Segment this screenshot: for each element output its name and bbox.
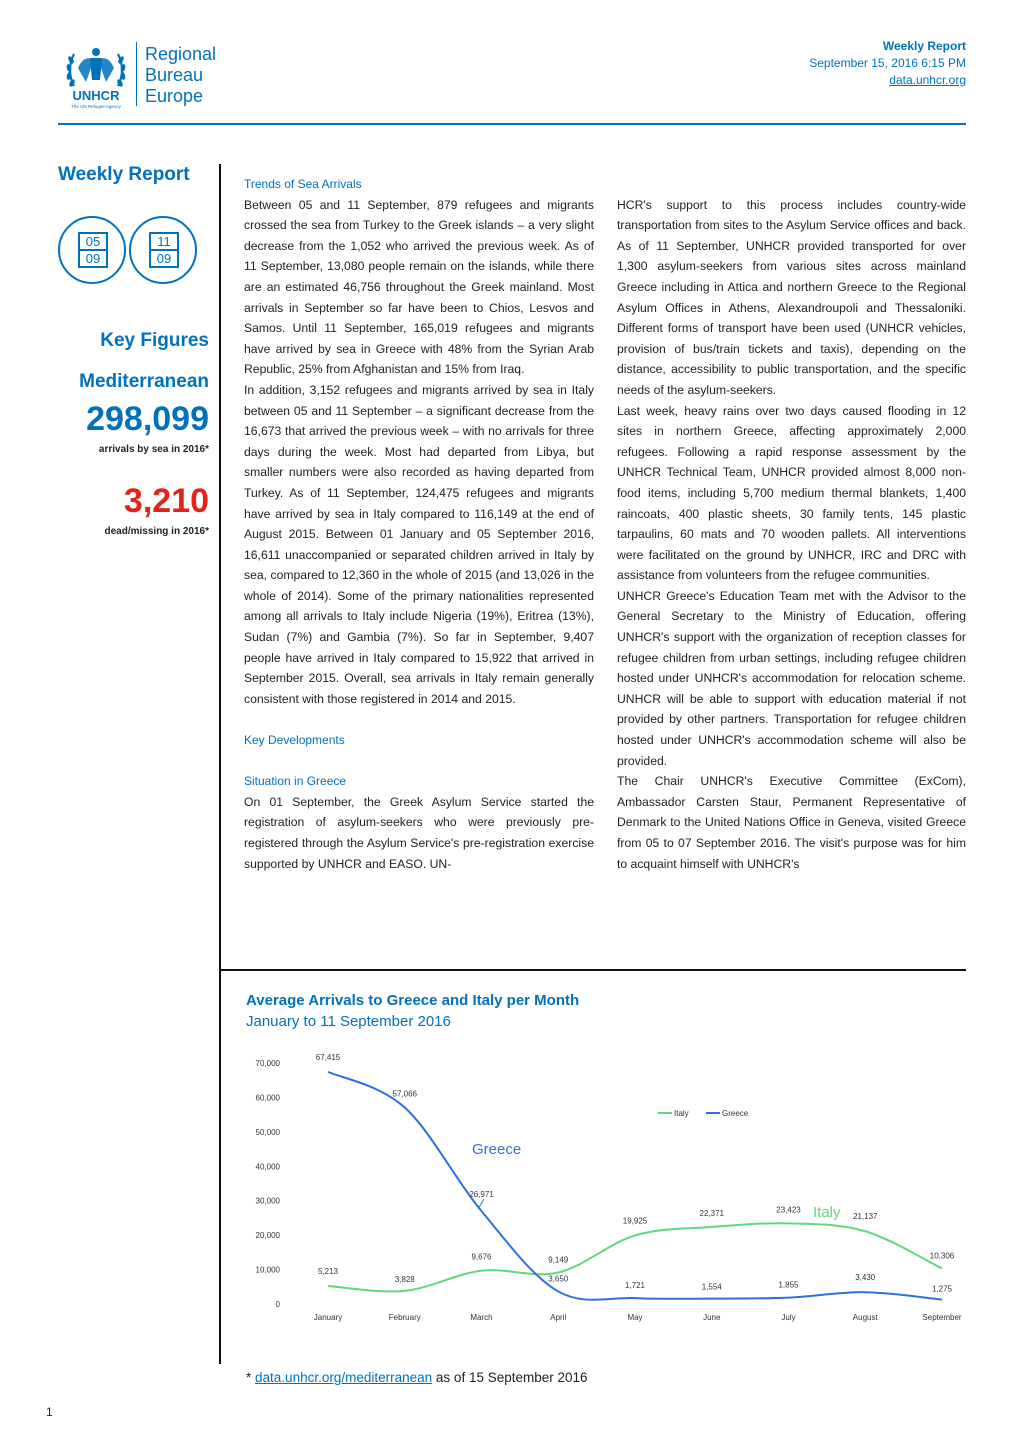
data-label: 22,371 — [699, 1208, 724, 1218]
body-column-right — [617, 174, 966, 874]
annotation-greece: Greece — [472, 1141, 522, 1158]
footnote-link[interactable]: data.unhcr.org/mediterranean — [255, 1370, 433, 1385]
page-number: 1 — [46, 1405, 53, 1419]
y-tick-label: 40,000 — [255, 1162, 280, 1172]
data-label: 5,213 — [317, 1267, 339, 1277]
data-label: 1,721 — [624, 1281, 646, 1291]
unhcr-emblem-icon — [60, 38, 132, 110]
x-tick-label: July — [781, 1313, 796, 1322]
start-date-day: 05 — [85, 234, 101, 249]
annotation-greece-leader — [478, 1199, 484, 1209]
paragraph: UNHCR Greece's Education Team met with the Advisor to the General Secretary to the Ministry of Education, offering UNHCR's support with the organization of reception classes for refugee children from urban settings, including refugee children hosted under UNHCR's accommodation for relocation scheme. UNHCR will be able to support with education material if not provided by other partners. Transportation for refugee children hosted under UNHCR's accommodation scheme will also be provided. — [617, 588, 966, 768]
x-tick-label: March — [470, 1313, 493, 1322]
end-date-badge — [129, 216, 197, 284]
chart-subtitle: January to 11 September 2016 — [246, 1013, 451, 1030]
arrivals-figure: 298,099 — [86, 400, 209, 438]
header-meta — [809, 38, 966, 89]
footnote — [246, 1370, 588, 1385]
legend-label-greece: Greece — [722, 1109, 749, 1118]
report-header — [0, 0, 1024, 130]
vertical-rule — [219, 164, 221, 1364]
report-datetime: September 15, 2016 6:15 PM — [809, 56, 966, 70]
y-tick-label: 0 — [275, 1300, 280, 1309]
data-label: 19,925 — [622, 1216, 648, 1226]
y-tick-label: 70,000 — [255, 1059, 280, 1068]
start-date-badge — [58, 216, 126, 284]
data-label: 26,971 — [469, 1190, 494, 1200]
paragraph: In addition, 3,152 refugees and migrants arrived by sea in Italy between 05 and 11 September – a significant decrease from the 16,673 that arrived the previous week – with no arrivals for three days during the week. Most had departed from Libya, but smaller numbers were also recorded as having departed from Turkey. As of 11 September, 124,475 refugees and migrants have arrived by sea in Italy compared to 116,149 at the end of August 2015. Between 01 January and 05 September 2016, 16,611 unaccompanied or separated children arrived in Italy by sea, compared to 12,360 in the whole of 2015 (and 13,026 in the whole of 2014). Some of the primary nationalities represented among all arrivals to Italy include Nigeria (19%), Eritrea (13%), Sudan (7%) and Gambia (7%). So far in September, 9,407 people have arrived in Italy compared to 15,922 that arrived in September 2015. Overall, sea arrivals in Italy remain generally consistent with those registered in 2014 and 2015. — [244, 382, 594, 706]
data-label: 10,306 — [929, 1251, 955, 1261]
key-figures-label: Key Figures — [100, 330, 209, 351]
start-date-month: 09 — [85, 251, 101, 266]
y-tick-label: 50,000 — [255, 1127, 280, 1137]
paragraph: On 01 September, the Greek Asylum Service started the registration of asylum-seekers who were previously pre-registered through the Asylum Service's pre-registration exercise supported by UNHCR and EASO. UN- — [244, 794, 594, 871]
heading-trends: Trends of Sea Arrivals — [244, 177, 362, 191]
end-date-day: 11 — [157, 234, 171, 249]
data-label: 23,423 — [776, 1205, 801, 1215]
data-label: 1,275 — [931, 1284, 953, 1294]
paragraph: Between 05 and 11 September, 879 refugees and migrants crossed the sea from Turkey to the Greek islands – a very slight decrease from the 1,052 who arrived the previous week. As of 11 September, 13,080 people remain on the islands, while there are an estimated 46,756 throughout the Greek mainland. Most arrivals in September so far have been to Chios, Lesvos and Samos. Until 11 September, 165,019 refugees and migrants have arrived by sea in Greece with 48% from the Syrian Arab Republic, 25% from Afghanistan and 15% from Iraq. — [244, 197, 594, 377]
body-column-left — [244, 174, 594, 874]
x-tick-label: May — [627, 1313, 643, 1322]
logo-wordmark: UNHCR — [72, 88, 120, 103]
bureau-line-1: Regional — [145, 44, 217, 64]
y-tick-label: 20,000 — [255, 1231, 280, 1241]
paragraph: HCR's support to this process includes country-wide transportation from sites to the Asylum Service offices and back. As of 11 September, UNHCR provided transported for over 1,300 asylum-seekers from various sites across mainland Greece including in Attica and northern Greece to the Regional Asylum Offices in Athens, Alexandroupoli and Thessaloniki. Different forms of transport have been used (UNHCR vehicles, provision of bus/train tickets and taxis), depending on the distance, accessibility to public transportation, and the specific needs of the asylum-seekers. — [617, 197, 966, 397]
x-tick-label: January — [313, 1313, 343, 1322]
header-rule — [58, 123, 966, 125]
bureau-line-3: Europe — [145, 86, 204, 106]
footnote-asterisk: * — [246, 1370, 252, 1385]
report-type: Weekly Report — [882, 39, 966, 53]
calendar-icon — [149, 232, 179, 268]
y-tick-label: 60,000 — [255, 1093, 280, 1103]
data-label: 1,554 — [701, 1282, 722, 1292]
bureau-line-2: Bureau — [145, 65, 204, 85]
y-tick-label: 10,000 — [255, 1265, 280, 1275]
section-rule — [221, 969, 966, 971]
data-label: 57,066 — [392, 1089, 417, 1099]
x-tick-label: June — [703, 1313, 721, 1322]
data-label: 3,430 — [855, 1273, 876, 1283]
sidebar-title: Weekly Report — [58, 164, 190, 185]
x-tick-label: September — [922, 1313, 962, 1322]
y-tick-label: 30,000 — [255, 1196, 280, 1206]
paragraph: The Chair UNHCR's Executive Committee (ExCom), Ambassador Carsten Staur, Permanent Representative of Denmark to the United Nations Office in Geneva, visited Greece from 05 to 07 September 2016. The visit's purpose was for him to acquaint himself with UNHCR's — [617, 774, 966, 871]
series-line-greece — [328, 1072, 942, 1300]
data-label: 21,137 — [853, 1212, 878, 1222]
data-label: 3,650 — [548, 1274, 569, 1284]
chart-title: Average Arrivals to Greece and Italy per Month — [246, 992, 580, 1009]
x-tick-label: February — [388, 1313, 421, 1322]
dead-missing-caption: dead/missing in 2016* — [104, 526, 209, 537]
legend-label-italy: Italy — [674, 1109, 689, 1118]
data-label: 67,415 — [315, 1052, 341, 1062]
logo-divider — [136, 42, 137, 106]
x-tick-label: August — [852, 1313, 878, 1322]
data-label: 1,855 — [778, 1280, 799, 1290]
paragraph: Last week, heavy rains over two days caused flooding in 12 sites in northern Greece, affecting approximately 2,000 refugees. Following a rapid response assessment by the UNHCR Technical Team, UNHCR provided almost 8,000 non-food items, including 5,700 medium thermal blankets, 1,400 raincoats, 400 plastic sheets, 30 family tents, 145 plastic tarpaulins, 60 mats and 70 wooden pallets. All interventions were facilitated on the ground by UNHCR, IRC and DRC with assistance from volunteers from the refugee communities. — [617, 403, 966, 583]
site-link[interactable]: data.unhcr.org — [889, 73, 966, 87]
region-label: Mediterranean — [79, 371, 209, 392]
dead-missing-figure: 3,210 — [123, 482, 209, 520]
arrivals-line-chart — [230, 1045, 970, 1335]
heading-situation-greece: Situation in Greece — [244, 774, 347, 789]
annotation-italy: Italy — [813, 1204, 841, 1221]
data-label: 9,149 — [548, 1255, 569, 1265]
footnote-note: as of 15 September 2016 — [435, 1370, 588, 1385]
calendar-icon — [78, 232, 108, 268]
end-date-month: 09 — [156, 251, 172, 266]
x-tick-label: April — [550, 1313, 567, 1322]
logo-tagline: The UN Refugee Agency — [71, 104, 121, 109]
heading-key-developments: Key Developments — [244, 733, 345, 748]
data-label: 9,676 — [471, 1252, 492, 1262]
data-label: 3,828 — [394, 1274, 415, 1284]
arrivals-caption: arrivals by sea in 2016* — [98, 444, 209, 455]
